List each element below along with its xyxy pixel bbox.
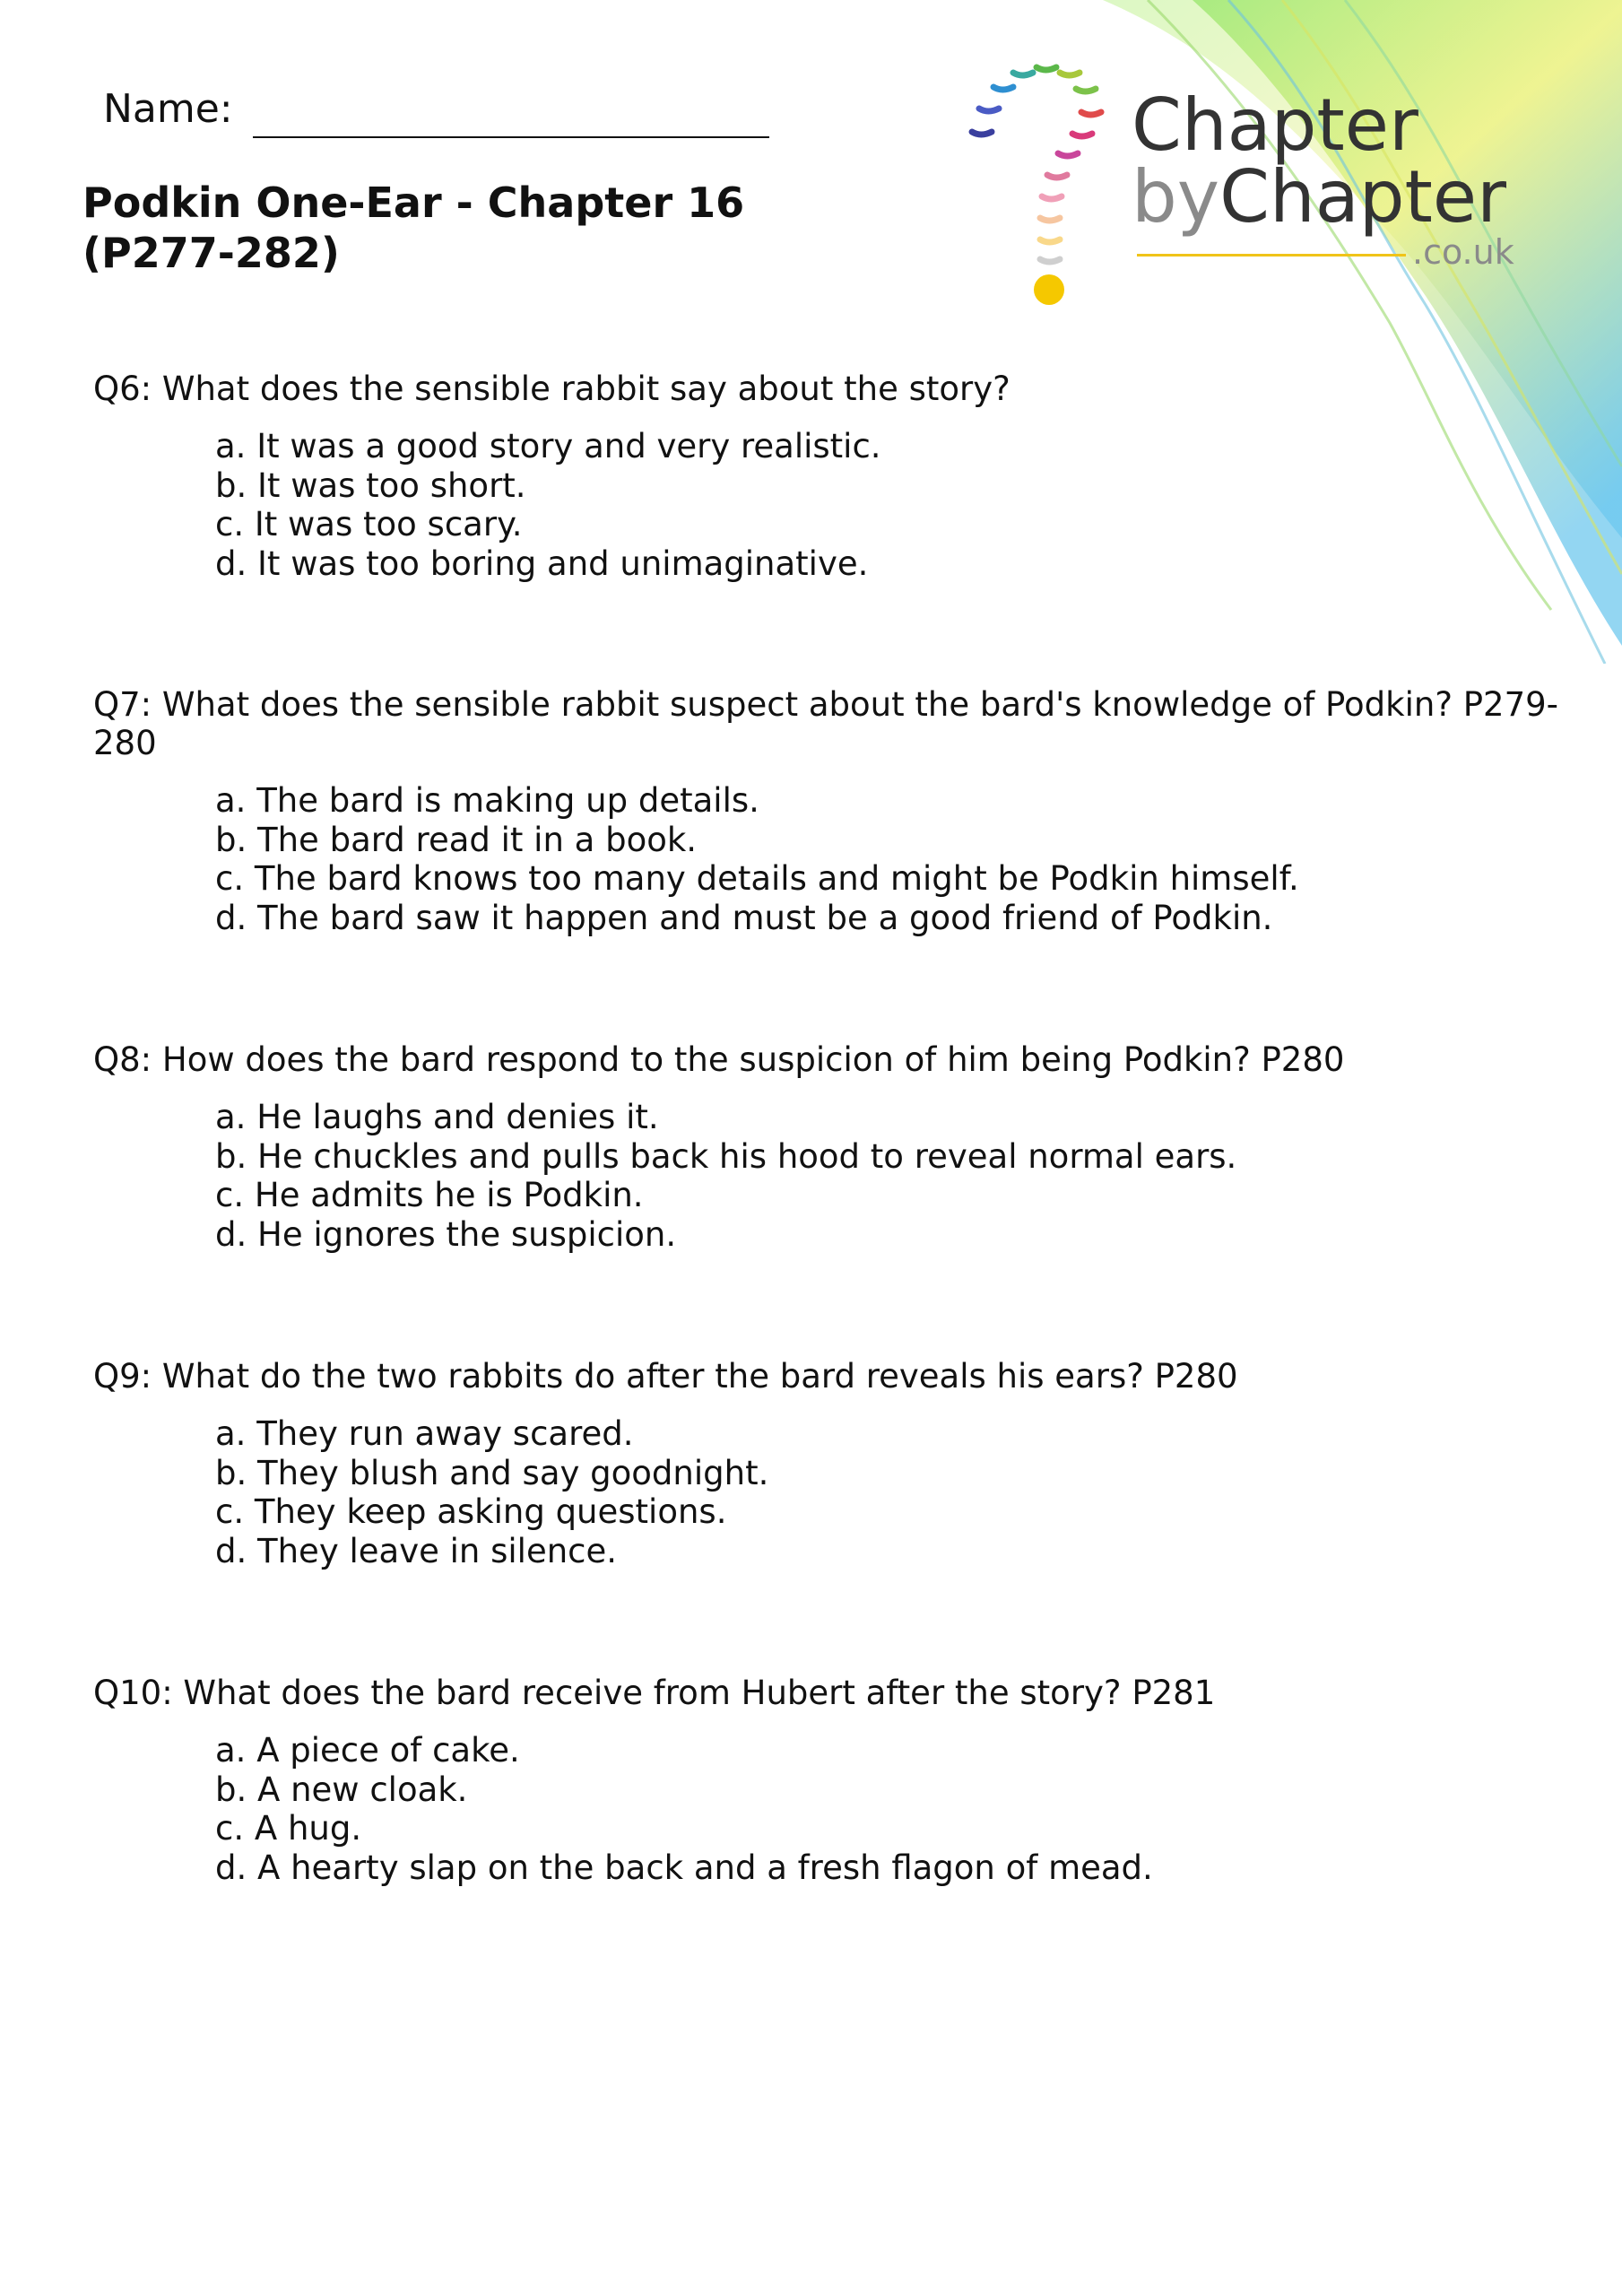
options-list xyxy=(93,1731,1564,1887)
option-c: c. They keep asking questions. xyxy=(215,1492,727,1531)
logo-wordmark-by: by xyxy=(1132,155,1220,239)
option-c: c. The bard knows too many details and might be Podkin himself. xyxy=(215,859,1299,898)
name-label: Name: xyxy=(103,86,233,132)
option-a: a. They run away scared. xyxy=(215,1414,634,1453)
title-line-1: Podkin One-Ear - Chapter 16 xyxy=(82,178,745,227)
option-b: b. A new cloak. xyxy=(215,1770,468,1809)
question-text: Q10: What does the bard receive from Hubert after the story? P281 xyxy=(93,1674,1216,1712)
option-c: c. He admits he is Podkin. xyxy=(215,1176,644,1214)
page-title xyxy=(82,178,889,278)
logo-wordmark-chapter-2: Chapter xyxy=(1219,155,1506,239)
question-text: Q9: What do the two rabbits do after the bard reveals his ears? P280 xyxy=(93,1357,1238,1396)
option-d: d. He ignores the suspicion. xyxy=(215,1214,677,1254)
option-d: d. They leave in silence. xyxy=(215,1531,618,1570)
logo-domain: .co.uk xyxy=(1412,232,1514,272)
question-q6 xyxy=(93,370,1564,583)
title-line-2: (P277-282) xyxy=(82,229,340,277)
logo-wordmark-chapter: Chapter xyxy=(1132,83,1418,167)
options-list xyxy=(93,1098,1564,1254)
question-text: Q8: How does the bard respond to the suspicion of him being Podkin? P280 xyxy=(93,1040,1345,1079)
question-text: Q6: What does the sensible rabbit say about the story? xyxy=(93,370,1010,408)
options-list xyxy=(93,1414,1564,1570)
option-b: b. They blush and say goodnight. xyxy=(215,1453,769,1492)
option-b: b. The bard read it in a book. xyxy=(215,820,698,859)
question-text: Q7: What does the sensible rabbit suspect about the bard's knowledge of Podkin? P279-280 xyxy=(93,685,1558,762)
question-q8 xyxy=(93,1040,1564,1254)
options-list xyxy=(93,427,1564,583)
logo-underline xyxy=(1137,254,1406,257)
option-c: c. It was too scary. xyxy=(215,505,523,544)
option-c: c. A hug. xyxy=(215,1809,362,1848)
option-a: a. The bard is making up details. xyxy=(215,781,759,820)
option-b: b. He chuckles and pulls back his hood to reveal normal ears. xyxy=(215,1136,1237,1176)
option-d: d. The bard saw it happen and must be a good friend of Podkin. xyxy=(215,898,1273,937)
name-write-line[interactable] xyxy=(253,136,769,138)
question-q10 xyxy=(93,1674,1564,1887)
chapter-by-chapter-logo-icon xyxy=(959,49,1139,309)
question-q7 xyxy=(93,685,1564,937)
option-a: a. A piece of cake. xyxy=(215,1731,520,1770)
logo-wordmark-by-chapter xyxy=(1132,155,1506,239)
question-q9 xyxy=(93,1357,1564,1570)
option-a: a. He laughs and denies it. xyxy=(215,1098,659,1136)
options-list xyxy=(93,781,1564,937)
option-b: b. It was too short. xyxy=(215,465,526,505)
option-d: d. A hearty slap on the back and a fresh flagon of mead. xyxy=(215,1848,1153,1887)
option-a: a. It was a good story and very realistic. xyxy=(215,427,881,465)
option-d: d. It was too boring and unimaginative. xyxy=(215,544,869,583)
